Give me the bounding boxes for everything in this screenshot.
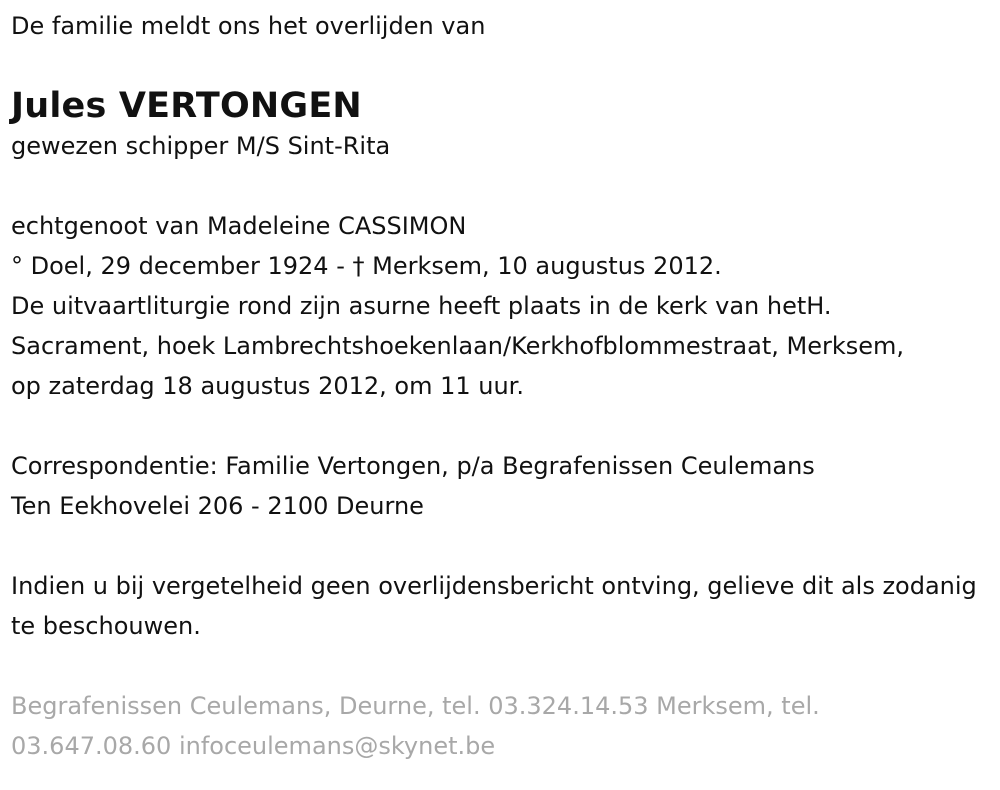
birth-death-text: ° Doel, 29 december 1924 - † Merksem, 10 augustus 2012. [11,252,722,280]
correspondence-line-2: Ten Eekhovelei 206 - 2100 Deurne [11,492,424,520]
spacer [11,526,986,566]
spacer [11,166,986,206]
spacer [11,406,986,446]
spacer [11,646,986,686]
intro-text: De familie meldt ons het overlijden van [11,12,486,40]
correspondence-line-1: Correspondentie: Familie Vertongen, p/a Begrafenissen Ceulemans [11,452,815,480]
funeral-details-text: De uitvaartliturgie rond zijn asurne heeft plaats in de kerk van hetH. Sacrament, hoek Lambrechtshoekenlaan/Kerkhofblommestraat, Merksem, op zaterdag 18 augustus 2012, om 11 uur. [11,292,905,400]
deceased-name: Jules VERTONGEN [11,86,362,126]
funeral-home-footer: Begrafenissen Ceulemans, Deurne, tel. 03.324.14.53 Merksem, tel. 03.647.08.60 infoceulemans@skynet.be [11,692,820,760]
spouse-text: echtgenoot van Madeleine CASSIMON [11,212,467,240]
obituary-notice [11,6,986,766]
occupation-text: gewezen schipper M/S Sint-Rita [11,132,391,160]
notice-text: Indien u bij vergetelheid geen overlijdensbericht ontving, gelieve dit als zodanig te beschouwen. [11,572,977,640]
